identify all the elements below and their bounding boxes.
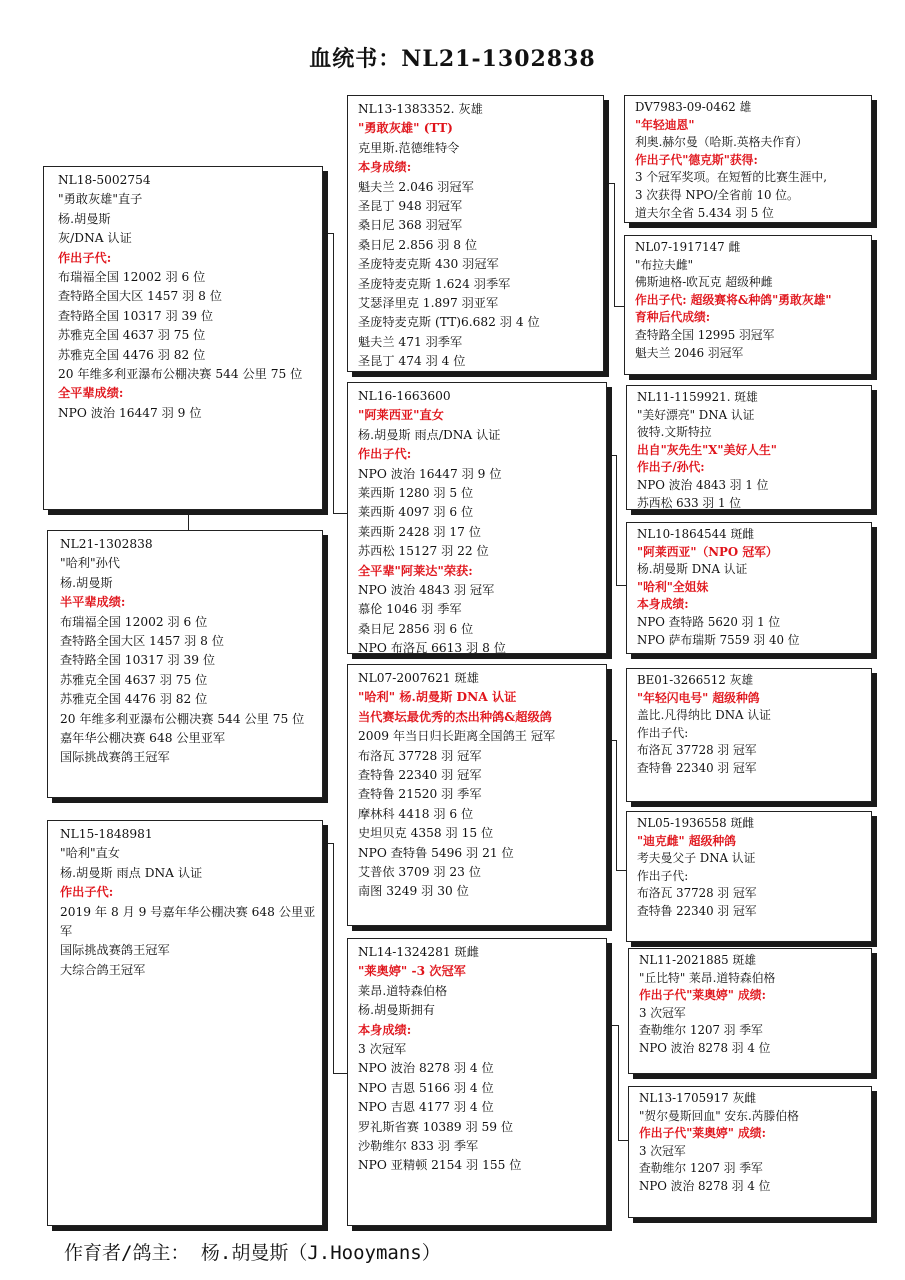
subject-box xyxy=(47,530,323,798)
connector-line xyxy=(616,870,626,871)
pedigree-line: NPO 萨布瑞斯 7559 羽 40 位 xyxy=(637,632,800,647)
pedigree-line: 本身成绩: xyxy=(637,597,689,612)
connector-line xyxy=(323,843,334,1074)
pedigree-line: 苏雅克全国 4637 羽 75 位 xyxy=(58,328,206,343)
sire-dam-dam-box xyxy=(626,522,872,654)
pedigree-line: 本身成绩: xyxy=(358,1022,412,1037)
pedigree-line: 魁夫兰 2.046 羽冠军 xyxy=(358,179,474,194)
pedigree-line: 魁夫兰 471 羽季军 xyxy=(358,334,463,349)
pedigree-line: 杨.胡曼斯 xyxy=(58,211,111,226)
pedigree-line: 查特鲁 22340 羽 冠军 xyxy=(637,903,757,918)
pedigree-line: 莱西斯 2428 羽 17 位 xyxy=(358,524,481,539)
connector-line xyxy=(616,585,626,586)
sire-sire-box xyxy=(347,95,604,372)
pedigree-line: "哈利"孙代 xyxy=(60,556,120,571)
pedigree-line: 半平辈成绩: xyxy=(60,595,126,610)
pedigree-line: NPO 查特鲁 5496 羽 21 位 xyxy=(358,845,514,860)
pedigree-line: 大综合鸽王冠军 xyxy=(60,962,146,977)
sire-sire-dam-box xyxy=(624,235,872,375)
pedigree-line: 国际挑战赛鸽王冠军 xyxy=(60,750,170,765)
pedigree-line: 魁夫兰 2046 羽冠军 xyxy=(635,345,744,360)
connector-line xyxy=(188,510,189,532)
pedigree-line: 查勒维尔 1207 羽 季军 xyxy=(639,1161,763,1176)
pedigree-line: 南图 3249 羽 30 位 xyxy=(358,884,469,899)
pedigree-line: NPO 查特路 5620 羽 1 位 xyxy=(637,614,781,629)
pedigree-line: 杨.胡曼斯拥有 xyxy=(358,1003,435,1018)
connector-line xyxy=(604,183,615,307)
pedigree-line: NPO 布洛瓦 6613 羽 8 位 xyxy=(358,641,506,654)
pedigree-line: 莱西斯 4097 羽 6 位 xyxy=(358,505,474,520)
pedigree-line: 育种后代成绩: xyxy=(635,310,711,325)
dam-sire-dam-box xyxy=(626,811,872,942)
pedigree-line: 作出子代: xyxy=(60,885,114,900)
pedigree-line: 圣庞特麦克斯 430 羽冠军 xyxy=(358,257,499,272)
pedigree-line: 考夫曼父子 DNA 认证 xyxy=(637,851,756,866)
pedigree-line: 道夫尔全省 5.434 羽 5 位 xyxy=(635,205,774,220)
pedigree-line: 查特鲁 22340 羽 冠军 xyxy=(637,760,757,775)
pedigree-line: 3 次冠军 xyxy=(639,1005,686,1020)
pedigree-line: 查特路全国 10317 羽 39 位 xyxy=(58,308,214,323)
pedigree-line: 作出子代: xyxy=(58,250,112,265)
ring-number: BE01-3266512 灰雄 xyxy=(637,673,754,687)
pedigree-line: 佛斯迪格-欧瓦克 超级种雌 xyxy=(635,275,773,290)
pedigree-line: 杨.胡曼斯 xyxy=(60,575,113,590)
connector-line xyxy=(614,306,624,307)
pedigree-line: NPO 波治 8278 羽 4 位 xyxy=(358,1061,494,1076)
dam-box xyxy=(47,820,323,1226)
pedigree-line: 全平辈"阿莱达"荣获: xyxy=(358,563,473,578)
pedigree-line: 作出子代: xyxy=(637,868,689,883)
pedigree-line: 2019 年 8 月 9 号嘉年华公棚决赛 648 公里亚军 xyxy=(60,904,316,939)
dam-dam-dam-box xyxy=(628,1086,872,1218)
pedigree-line: "哈利"直女 xyxy=(60,846,120,861)
pedigree-line: NPO 吉恩 5166 羽 4 位 xyxy=(358,1080,494,1095)
pedigree-line: 本身成绩: xyxy=(358,160,412,175)
ring-number: NL16-1663600 xyxy=(358,389,451,403)
pedigree-line: "莱奥婷" -3 次冠军 xyxy=(358,964,466,979)
pedigree-line: "美好漂亮" DNA 认证 xyxy=(637,407,755,422)
sire-box xyxy=(43,166,323,510)
pedigree-line: 作出子代: xyxy=(358,447,412,462)
pedigree-line: NPO 亚精顿 2154 羽 155 位 xyxy=(358,1158,522,1173)
connector-line xyxy=(607,740,617,871)
pedigree-line: 作出子代"莱奥婷" 成绩: xyxy=(639,1126,766,1141)
connector-line xyxy=(333,1073,347,1074)
pedigree-line: NPO 波治 8278 羽 4 位 xyxy=(639,1178,771,1193)
pedigree-line: "哈利" 杨.胡曼斯 DNA 认证 xyxy=(358,690,517,705)
pedigree-line: 圣昆丁 948 羽冠军 xyxy=(358,199,463,214)
pedigree-line: "年轻迪恩" xyxy=(635,117,695,132)
connector-line xyxy=(607,1025,619,1141)
pedigree-line: 查特路全国 12995 羽冠军 xyxy=(635,327,775,342)
pedigree-line: "布拉夫雌" xyxy=(635,257,694,272)
pedigree-line: 查特路全国 10317 羽 39 位 xyxy=(60,653,216,668)
connector-line xyxy=(333,513,347,514)
pedigree-line: "阿莱西亚"（NPO 冠军） xyxy=(637,544,778,559)
pedigree-line: 桑日尼 2856 羽 6 位 xyxy=(358,621,474,636)
pedigree-line: 全平辈成绩: xyxy=(58,386,124,401)
pedigree-line: 作出子/孙代: xyxy=(637,460,705,475)
ring-number: NL07-2007621 斑雄 xyxy=(358,671,479,685)
pedigree-line: 作出子代"莱奥婷" 成绩: xyxy=(639,988,766,1003)
pedigree-line: 布洛瓦 37728 羽 冠军 xyxy=(637,743,757,758)
pedigree-line: 克里斯.范德维特令 xyxy=(358,140,460,155)
pedigree-line: 罗礼斯省赛 10389 羽 59 位 xyxy=(358,1119,514,1134)
pedigree-line: 杨.胡曼斯 雨点/DNA 认证 xyxy=(358,427,501,442)
dam-sire-box xyxy=(347,664,607,926)
pedigree-line: "阿莱西亚"直女 xyxy=(358,408,444,423)
connector-line xyxy=(323,233,334,514)
dam-dam-sire-box xyxy=(628,948,872,1074)
ring-number: NL11-1159921. 斑雄 xyxy=(637,390,758,404)
pedigree-line: 艾瑟泽里克 1.897 羽亚军 xyxy=(358,296,499,311)
pedigree-line: 查勒维尔 1207 羽 季军 xyxy=(639,1023,763,1038)
pedigree-line: "贺尔曼斯回血" 安东.芮滕伯格 xyxy=(639,1108,799,1123)
ring-number: NL21-1302838 xyxy=(60,537,153,551)
pedigree-line: 出自"灰先生"X"美好人生" xyxy=(637,442,777,457)
pedigree-line: NPO 吉恩 4177 羽 4 位 xyxy=(358,1100,494,1115)
pedigree-line: 桑日尼 368 羽冠军 xyxy=(358,218,463,233)
sire-dam-sire-box xyxy=(626,385,872,510)
pedigree-line: 圣庞特麦克斯 1.624 羽季军 xyxy=(358,276,511,291)
pedigree-line: 苏雅克全国 4476 羽 82 位 xyxy=(58,347,206,362)
pedigree-line: 史坦贝克 4358 羽 15 位 xyxy=(358,826,494,841)
pedigree-line: 查特路全国大区 1457 羽 8 位 xyxy=(58,289,222,304)
pedigree-line: 20 年维多利亚瀑布公棚决赛 544 公里 75 位 xyxy=(58,367,303,382)
pedigree-line: 利奥.赫尔曼（哈斯.英格夫作育） xyxy=(635,135,808,150)
pedigree-line: 3 次获得 NPO/全省前 10 位。 xyxy=(635,187,799,202)
pedigree-line: 苏西松 633 羽 1 位 xyxy=(637,495,742,510)
pedigree-line: 查特鲁 22340 羽 冠军 xyxy=(358,768,482,783)
pedigree-line: 查特路全国大区 1457 羽 8 位 xyxy=(60,634,224,649)
pedigree-line: NPO 波治 16447 羽 9 位 xyxy=(58,405,202,420)
sire-dam-box xyxy=(347,382,607,654)
pedigree-line: 3 次冠军 xyxy=(358,1042,407,1057)
pedigree-line: 苏雅克全国 4476 羽 82 位 xyxy=(60,692,208,707)
connector-line xyxy=(607,455,617,586)
pedigree-line: "年轻闪电号" 超级种鸽 xyxy=(637,690,760,705)
pedigree-line: 查特鲁 21520 羽 季军 xyxy=(358,787,482,802)
pedigree-line: 盖比.凡得纳比 DNA 认证 xyxy=(637,708,771,723)
pedigree-line: 慕伦 1046 羽 季军 xyxy=(358,602,462,617)
dam-dam-box xyxy=(347,938,607,1226)
pedigree-line: 杨.胡曼斯 DNA 认证 xyxy=(637,562,748,577)
ring-number: NL13-1705917 灰雌 xyxy=(639,1091,757,1105)
pedigree-line: 沙勒维尔 833 羽 季军 xyxy=(358,1139,479,1154)
ring-number: NL05-1936558 斑雌 xyxy=(637,816,755,830)
pedigree-line: 2009 年当日归长距离全国鸽王 冠军 xyxy=(358,729,556,744)
pedigree-line: 国际挑战赛鸽王冠军 xyxy=(60,943,170,958)
pedigree-line: 3 次冠军 xyxy=(639,1143,686,1158)
pedigree-line: 圣昆丁 474 羽 4 位 xyxy=(358,354,466,369)
pedigree-line: 圣庞特麦克斯 (TT)6.682 羽 4 位 xyxy=(358,315,540,330)
pedigree-line: 杨.胡曼斯 雨点 DNA 认证 xyxy=(60,865,203,880)
ring-number: NL18-5002754 xyxy=(58,173,151,187)
pedigree-line: 布瑞福全国 12002 羽 6 位 xyxy=(60,614,208,629)
ring-number: DV7983-09-0462 雄 xyxy=(635,100,752,114)
pedigree-line: "勇敢灰雄" (TT) xyxy=(358,121,453,136)
pedigree-line: 摩林科 4418 羽 6 位 xyxy=(358,806,474,821)
page-title: 血统书：NL21-1302838 xyxy=(309,46,596,72)
pedigree-line: 苏雅克全国 4637 羽 75 位 xyxy=(60,672,208,687)
pedigree-line: 布洛瓦 37728 羽 冠军 xyxy=(358,748,482,763)
pedigree-line: "哈利"全姐妹 xyxy=(637,579,709,594)
ring-number: NL07-1917147 雌 xyxy=(635,240,741,254)
pedigree-line: 灰/DNA 认证 xyxy=(58,231,132,246)
pedigree-line: "丘比特" 莱昂.道特森伯格 xyxy=(639,970,776,985)
pedigree-line: 作出子代: xyxy=(637,725,689,740)
ring-number: NL13-1383352. 灰雄 xyxy=(358,102,483,116)
ring-number: NL15-1848981 xyxy=(60,827,153,841)
ring-number: NL11-2021885 斑雄 xyxy=(639,953,757,967)
pedigree-line: NPO 波治 8278 羽 4 位 xyxy=(639,1040,771,1055)
pedigree-line: 桑日尼 2.856 羽 8 位 xyxy=(358,237,478,252)
pedigree-line: 苏西松 15127 羽 22 位 xyxy=(358,544,489,559)
pedigree-line: NPO 波治 16447 羽 9 位 xyxy=(358,466,502,481)
pedigree-line: NPO 波治 4843 羽 冠军 xyxy=(358,583,495,598)
breeder-footer: 作育者/鸽主： 杨.胡曼斯（J.Hooymans） xyxy=(64,1242,441,1264)
sire-sire-sire-box xyxy=(624,95,872,223)
connector-line xyxy=(618,1140,628,1141)
pedigree-line: 布瑞福全国 12002 羽 6 位 xyxy=(58,270,206,285)
ring-number: NL10-1864544 斑雌 xyxy=(637,527,755,541)
dam-sire-sire-box xyxy=(626,668,872,802)
pedigree-line: 嘉年华公棚决赛 648 公里亚军 xyxy=(60,731,226,746)
pedigree-line: 作出子代"德克斯"获得: xyxy=(635,152,758,167)
pedigree-line: 20 年维多利亚瀑布公棚决赛 544 公里 75 位 xyxy=(60,711,305,726)
pedigree-line: 莱昂.道特森伯格 xyxy=(358,983,448,998)
pedigree-line: 3 个冠军奖项。在短暂的比赛生涯中, xyxy=(635,170,827,185)
pedigree-line: "勇敢灰雄"直子 xyxy=(58,192,143,207)
pedigree-line: 莱西斯 1280 羽 5 位 xyxy=(358,486,474,501)
pedigree-line: 布洛瓦 37728 羽 冠军 xyxy=(637,886,757,901)
pedigree-line: 艾普依 3709 羽 23 位 xyxy=(358,865,481,880)
pedigree-line: 当代赛坛最优秀的杰出种鸽&超级鸽 xyxy=(358,709,552,724)
ring-number: NL14-1324281 斑雌 xyxy=(358,945,479,959)
pedigree-line: "迪克雌" 超级种鸽 xyxy=(637,833,736,848)
pedigree-line: 彼特.文斯特拉 xyxy=(637,425,712,440)
pedigree-line: 作出子代: 超级赛将&种鸽"勇敢灰雄" xyxy=(635,292,832,307)
pedigree-line: NPO 波治 4843 羽 1 位 xyxy=(637,477,769,492)
